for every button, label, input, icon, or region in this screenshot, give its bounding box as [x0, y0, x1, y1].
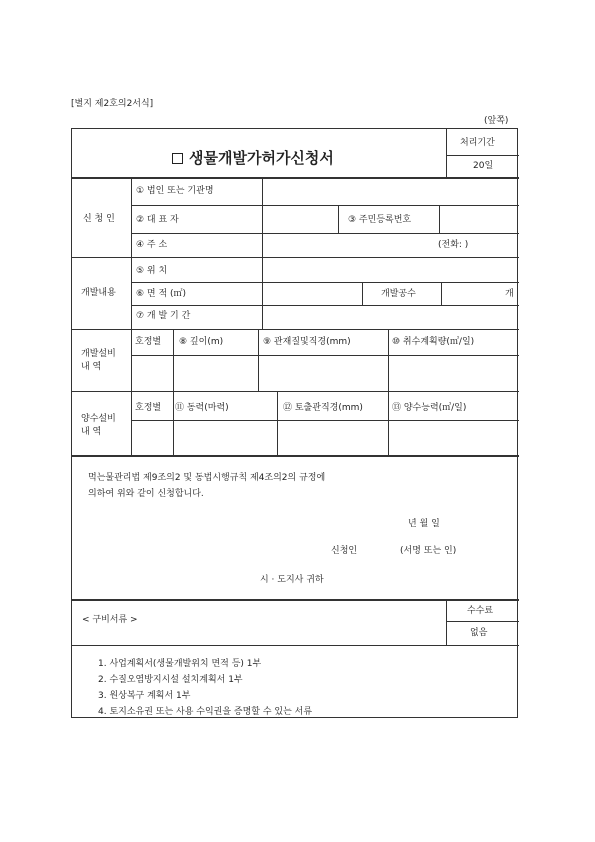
pump-col-no: 호정별 [135, 403, 162, 413]
applicant-section-label: 신 청 인 [83, 214, 115, 224]
phone-label: (전화: ) [438, 240, 469, 250]
fee-label: 수수료 [467, 606, 494, 616]
dev-facility-section-label: 개발설비 [81, 349, 116, 359]
location-label: ⑤ 위 치 [136, 266, 168, 276]
processing-period-label: 처리기간 [460, 138, 495, 148]
declaration-line-1: 먹는물관리법 제9조의2 및 동법시행규칙 제4조의2의 규정에 [88, 473, 326, 483]
representative-label: ② 대 표 자 [136, 215, 179, 225]
pump-col-power: ⑪ 동력(마력) [175, 403, 229, 413]
fee-value: 없음 [470, 628, 488, 638]
dev-col-no: 호정별 [135, 337, 162, 347]
document-item-2: 2. 수질오염방지시설 설치계획서 1부 [98, 675, 243, 685]
document-item-3: 3. 원상복구 계획서 1부 [98, 691, 191, 701]
resident-number-label: ③ 주민등록번호 [348, 215, 412, 225]
period-label: ⑦ 개 발 기 간 [136, 311, 191, 321]
processing-period-value: 20일 [473, 161, 494, 171]
applicant-signer-label: 신청인 [331, 546, 358, 556]
required-documents-title: < 구비서류 > [82, 615, 138, 625]
signature-note: (서명 또는 인) [400, 546, 457, 556]
form-title-text: 생물개발가허가신청서 [189, 149, 334, 167]
document-item-1: 1. 사업계획서(생물개발위치 면적 등) 1부 [98, 659, 262, 669]
declaration-date: 년 월 일 [408, 519, 440, 529]
pump-facility-section-label-2: 내 역 [81, 427, 102, 437]
dev-col-intake: ⑩ 취수계획량(㎥/일) [392, 337, 475, 347]
checkbox-icon [172, 153, 183, 164]
pump-facility-section-label: 양수설비 [81, 414, 116, 424]
address-label: ④ 주 소 [136, 240, 168, 250]
org-name-label: ① 법인 또는 기관명 [136, 186, 214, 196]
dev-facility-section-label-2: 내 역 [81, 362, 102, 372]
declaration-line-2: 의하여 위와 같이 신청합니다. [88, 489, 204, 499]
pump-col-outlet: ⑫ 토출관직경(mm) [283, 403, 363, 413]
area-label: ⑥ 면 적 (㎡) [136, 289, 187, 299]
page-side-note: (앞쪽) [484, 116, 509, 126]
recipient-label: 시 · 도지사 귀하 [260, 575, 324, 585]
dev-col-depth: ⑧ 깊이(m) [179, 337, 224, 347]
hole-count-unit: 개 [505, 289, 514, 299]
form-title [172, 149, 334, 167]
document-item-4: 4. 토지소유권 또는 사용 수익권을 증명할 수 있는 서류 [98, 707, 313, 717]
hole-count-label: 개발공수 [381, 289, 416, 299]
form-reference: [별지 제2호의2서식] [71, 99, 154, 109]
pump-col-capacity: ⑬ 양수능력(㎥/일) [392, 403, 467, 413]
dev-col-diameter: ⑨ 관재질및직경(mm) [263, 337, 351, 347]
application-form [71, 128, 518, 718]
development-section-label: 개발내용 [81, 288, 116, 298]
